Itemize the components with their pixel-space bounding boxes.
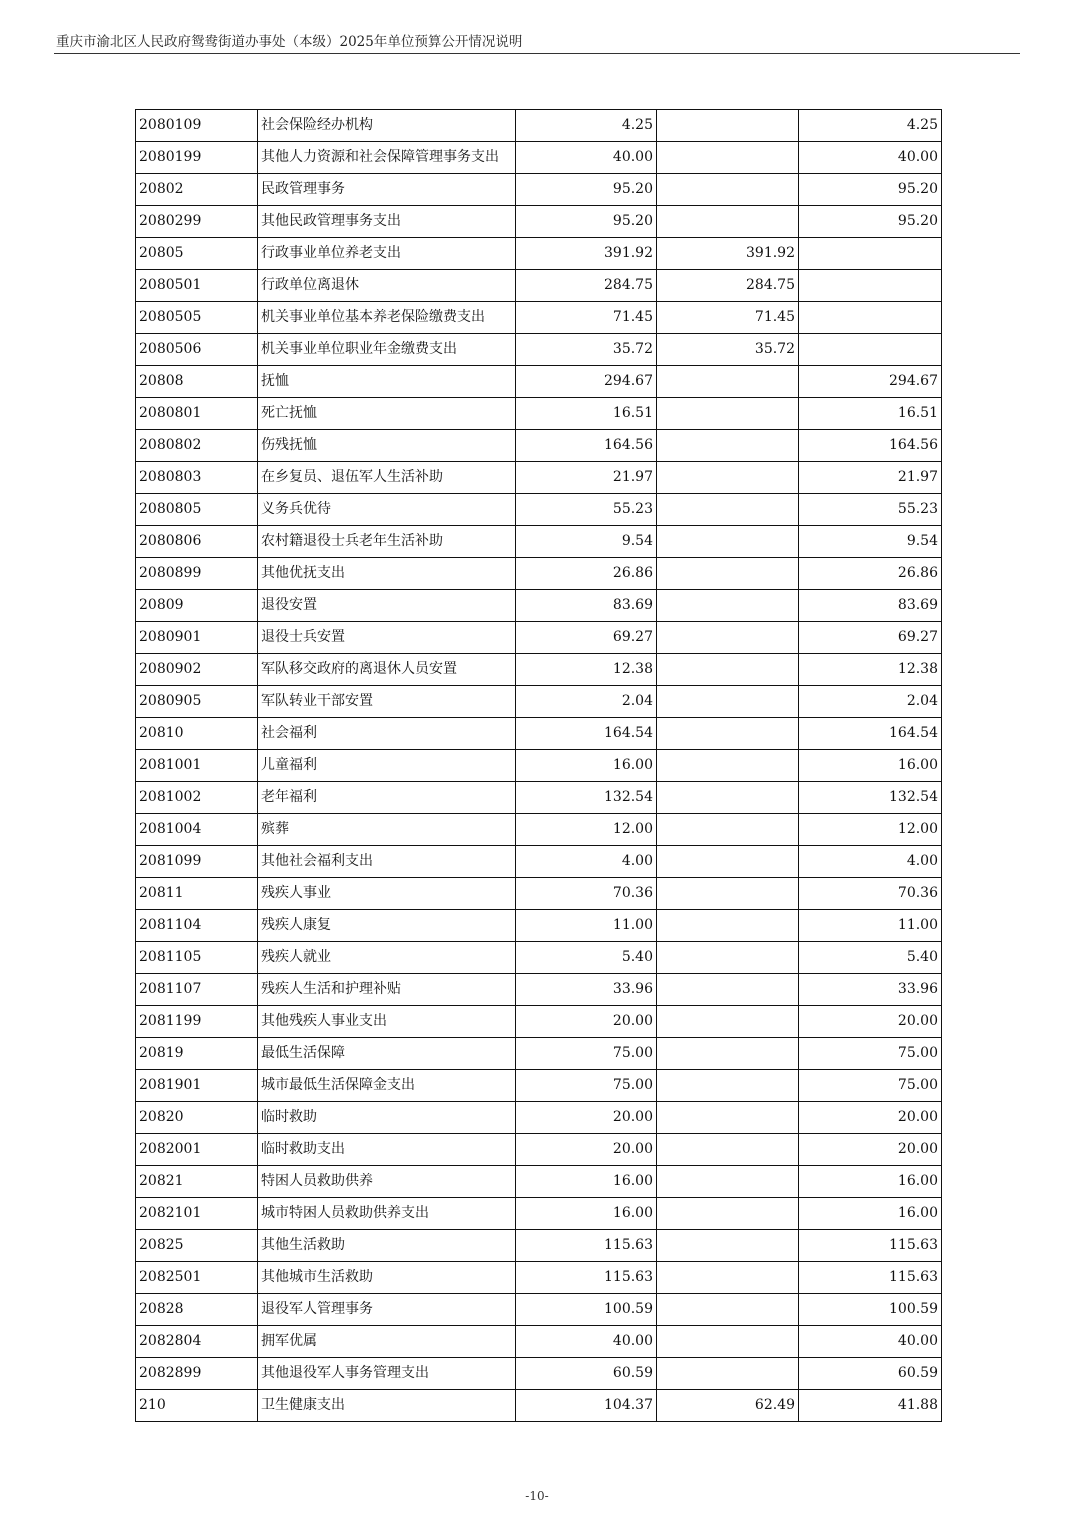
subject-name-cell: 其他城市生活救助 [258, 1262, 516, 1294]
total-amount-cell: 75.00 [516, 1070, 657, 1102]
total-amount-cell: 4.00 [516, 846, 657, 878]
project-expenditure-cell: 16.51 [799, 398, 942, 430]
table-row [136, 1166, 942, 1198]
table-row [136, 846, 942, 878]
total-amount-cell: 55.23 [516, 494, 657, 526]
table-row [136, 174, 942, 206]
total-amount-cell: 12.38 [516, 654, 657, 686]
subject-code-cell: 2081199 [136, 1006, 258, 1038]
subject-name-cell: 抚恤 [258, 366, 516, 398]
basic-expenditure-cell [657, 462, 799, 494]
table-row [136, 1006, 942, 1038]
basic-expenditure-cell [657, 1358, 799, 1390]
subject-name-cell: 义务兵优待 [258, 494, 516, 526]
subject-code-cell: 20820 [136, 1102, 258, 1134]
subject-code-cell: 2081099 [136, 846, 258, 878]
project-expenditure-cell: 83.69 [799, 590, 942, 622]
table-row [136, 718, 942, 750]
table-row [136, 1390, 942, 1422]
subject-code-cell: 2081104 [136, 910, 258, 942]
subject-name-cell: 其他残疾人事业支出 [258, 1006, 516, 1038]
basic-expenditure-cell: 62.49 [657, 1390, 799, 1422]
project-expenditure-cell: 16.00 [799, 1198, 942, 1230]
basic-expenditure-cell [657, 398, 799, 430]
subject-code-cell: 2080806 [136, 526, 258, 558]
table-row [136, 238, 942, 270]
subject-code-cell: 2080801 [136, 398, 258, 430]
basic-expenditure-cell [657, 622, 799, 654]
basic-expenditure-cell [657, 654, 799, 686]
subject-code-cell: 20809 [136, 590, 258, 622]
project-expenditure-cell: 95.20 [799, 174, 942, 206]
total-amount-cell: 16.00 [516, 1198, 657, 1230]
subject-code-cell: 2082001 [136, 1134, 258, 1166]
basic-expenditure-cell [657, 686, 799, 718]
total-amount-cell: 12.00 [516, 814, 657, 846]
subject-name-cell: 机关事业单位基本养老保险缴费支出 [258, 302, 516, 334]
basic-expenditure-cell: 71.45 [657, 302, 799, 334]
total-amount-cell: 20.00 [516, 1006, 657, 1038]
table-row [136, 590, 942, 622]
basic-expenditure-cell [657, 590, 799, 622]
table-row [136, 142, 942, 174]
basic-expenditure-cell [657, 1230, 799, 1262]
subject-name-cell: 拥军优属 [258, 1326, 516, 1358]
total-amount-cell: 4.25 [516, 110, 657, 142]
total-amount-cell: 69.27 [516, 622, 657, 654]
project-expenditure-cell: 21.97 [799, 462, 942, 494]
basic-expenditure-cell [657, 1102, 799, 1134]
page-header-title: 重庆市渝北区人民政府鸳鸯街道办事处（本级）2025年单位预算公开情况说明 [56, 34, 523, 50]
subject-name-cell: 农村籍退役士兵老年生活补助 [258, 526, 516, 558]
subject-code-cell: 2081105 [136, 942, 258, 974]
basic-expenditure-cell [657, 206, 799, 238]
subject-code-cell: 2081901 [136, 1070, 258, 1102]
basic-expenditure-cell [657, 1006, 799, 1038]
table-row [136, 974, 942, 1006]
project-expenditure-cell: 26.86 [799, 558, 942, 590]
subject-name-cell: 特困人员救助供养 [258, 1166, 516, 1198]
subject-code-cell: 2080802 [136, 430, 258, 462]
total-amount-cell: 71.45 [516, 302, 657, 334]
subject-name-cell: 在乡复员、退伍军人生活补助 [258, 462, 516, 494]
total-amount-cell: 75.00 [516, 1038, 657, 1070]
subject-code-cell: 2080899 [136, 558, 258, 590]
basic-expenditure-cell [657, 718, 799, 750]
table-row [136, 206, 942, 238]
basic-expenditure-cell: 284.75 [657, 270, 799, 302]
basic-expenditure-cell [657, 110, 799, 142]
subject-code-cell: 2080109 [136, 110, 258, 142]
total-amount-cell: 60.59 [516, 1358, 657, 1390]
total-amount-cell: 83.69 [516, 590, 657, 622]
project-expenditure-cell: 12.38 [799, 654, 942, 686]
total-amount-cell: 33.96 [516, 974, 657, 1006]
total-amount-cell: 95.20 [516, 174, 657, 206]
project-expenditure-cell: 9.54 [799, 526, 942, 558]
subject-name-cell: 退役士兵安置 [258, 622, 516, 654]
total-amount-cell: 21.97 [516, 462, 657, 494]
table-row [136, 878, 942, 910]
basic-expenditure-cell [657, 1166, 799, 1198]
subject-name-cell: 殡葬 [258, 814, 516, 846]
subject-name-cell: 行政事业单位养老支出 [258, 238, 516, 270]
subject-code-cell: 20808 [136, 366, 258, 398]
table-row [136, 622, 942, 654]
total-amount-cell: 9.54 [516, 526, 657, 558]
project-expenditure-cell: 164.54 [799, 718, 942, 750]
table-row [136, 782, 942, 814]
basic-expenditure-cell [657, 1262, 799, 1294]
table-row [136, 1134, 942, 1166]
total-amount-cell: 115.63 [516, 1262, 657, 1294]
subject-code-cell: 2080905 [136, 686, 258, 718]
table-row [136, 654, 942, 686]
project-expenditure-cell: 115.63 [799, 1230, 942, 1262]
subject-code-cell: 2081107 [136, 974, 258, 1006]
subject-name-cell: 退役安置 [258, 590, 516, 622]
total-amount-cell: 164.56 [516, 430, 657, 462]
total-amount-cell: 5.40 [516, 942, 657, 974]
table-row [136, 1230, 942, 1262]
subject-name-cell: 其他人力资源和社会保障管理事务支出 [258, 142, 516, 174]
subject-name-cell: 行政单位离退休 [258, 270, 516, 302]
total-amount-cell: 20.00 [516, 1102, 657, 1134]
project-expenditure-cell: 4.25 [799, 110, 942, 142]
subject-code-cell: 2081002 [136, 782, 258, 814]
project-expenditure-cell [799, 302, 942, 334]
table-row [136, 430, 942, 462]
basic-expenditure-cell [657, 846, 799, 878]
project-expenditure-cell: 70.36 [799, 878, 942, 910]
table-row [136, 1262, 942, 1294]
subject-code-cell: 2080803 [136, 462, 258, 494]
table-row [136, 526, 942, 558]
project-expenditure-cell [799, 238, 942, 270]
subject-name-cell: 其他社会福利支出 [258, 846, 516, 878]
table-row [136, 110, 942, 142]
subject-code-cell: 2080199 [136, 142, 258, 174]
budget-table [135, 109, 942, 1422]
project-expenditure-cell: 11.00 [799, 910, 942, 942]
basic-expenditure-cell [657, 526, 799, 558]
total-amount-cell: 284.75 [516, 270, 657, 302]
table-row [136, 1070, 942, 1102]
subject-name-cell: 退役军人管理事务 [258, 1294, 516, 1326]
subject-code-cell: 20802 [136, 174, 258, 206]
subject-code-cell: 2082501 [136, 1262, 258, 1294]
basic-expenditure-cell [657, 430, 799, 462]
subject-name-cell: 其他生活救助 [258, 1230, 516, 1262]
total-amount-cell: 294.67 [516, 366, 657, 398]
basic-expenditure-cell [657, 1198, 799, 1230]
subject-code-cell: 2080506 [136, 334, 258, 366]
total-amount-cell: 95.20 [516, 206, 657, 238]
table-row [136, 1198, 942, 1230]
basic-expenditure-cell [657, 942, 799, 974]
table-row [136, 814, 942, 846]
project-expenditure-cell: 164.56 [799, 430, 942, 462]
subject-name-cell: 城市特困人员救助供养支出 [258, 1198, 516, 1230]
project-expenditure-cell: 69.27 [799, 622, 942, 654]
subject-code-cell: 20821 [136, 1166, 258, 1198]
table-row [136, 942, 942, 974]
subject-code-cell: 2080501 [136, 270, 258, 302]
project-expenditure-cell: 75.00 [799, 1070, 942, 1102]
subject-name-cell: 临时救助支出 [258, 1134, 516, 1166]
project-expenditure-cell: 115.63 [799, 1262, 942, 1294]
basic-expenditure-cell [657, 750, 799, 782]
subject-code-cell: 20825 [136, 1230, 258, 1262]
total-amount-cell: 2.04 [516, 686, 657, 718]
basic-expenditure-cell [657, 558, 799, 590]
subject-code-cell: 2082804 [136, 1326, 258, 1358]
basic-expenditure-cell: 35.72 [657, 334, 799, 366]
project-expenditure-cell: 16.00 [799, 1166, 942, 1198]
subject-code-cell: 2080505 [136, 302, 258, 334]
subject-name-cell: 其他退役军人事务管理支出 [258, 1358, 516, 1390]
subject-name-cell: 城市最低生活保障金支出 [258, 1070, 516, 1102]
table-row [136, 1038, 942, 1070]
total-amount-cell: 132.54 [516, 782, 657, 814]
basic-expenditure-cell [657, 910, 799, 942]
table-row [136, 750, 942, 782]
project-expenditure-cell: 95.20 [799, 206, 942, 238]
subject-code-cell: 20819 [136, 1038, 258, 1070]
project-expenditure-cell: 60.59 [799, 1358, 942, 1390]
table-row [136, 1358, 942, 1390]
subject-name-cell: 军队转业干部安置 [258, 686, 516, 718]
table-row [136, 558, 942, 590]
total-amount-cell: 11.00 [516, 910, 657, 942]
total-amount-cell: 104.37 [516, 1390, 657, 1422]
total-amount-cell: 16.51 [516, 398, 657, 430]
subject-code-cell: 2081004 [136, 814, 258, 846]
basic-expenditure-cell [657, 1294, 799, 1326]
basic-expenditure-cell [657, 366, 799, 398]
basic-expenditure-cell [657, 974, 799, 1006]
subject-code-cell: 2082899 [136, 1358, 258, 1390]
subject-name-cell: 伤残抚恤 [258, 430, 516, 462]
basic-expenditure-cell [657, 878, 799, 910]
project-expenditure-cell: 20.00 [799, 1102, 942, 1134]
table-row [136, 910, 942, 942]
project-expenditure-cell: 40.00 [799, 142, 942, 174]
subject-code-cell: 20810 [136, 718, 258, 750]
table-row [136, 1326, 942, 1358]
subject-name-cell: 临时救助 [258, 1102, 516, 1134]
project-expenditure-cell: 75.00 [799, 1038, 942, 1070]
project-expenditure-cell: 20.00 [799, 1006, 942, 1038]
table-row [136, 686, 942, 718]
subject-name-cell: 卫生健康支出 [258, 1390, 516, 1422]
total-amount-cell: 26.86 [516, 558, 657, 590]
subject-name-cell: 其他民政管理事务支出 [258, 206, 516, 238]
subject-name-cell: 老年福利 [258, 782, 516, 814]
project-expenditure-cell: 33.96 [799, 974, 942, 1006]
total-amount-cell: 16.00 [516, 1166, 657, 1198]
subject-name-cell: 社会保险经办机构 [258, 110, 516, 142]
subject-name-cell: 社会福利 [258, 718, 516, 750]
subject-name-cell: 残疾人就业 [258, 942, 516, 974]
subject-code-cell: 2080901 [136, 622, 258, 654]
page-number: -10- [525, 1489, 549, 1503]
project-expenditure-cell: 16.00 [799, 750, 942, 782]
subject-name-cell: 残疾人事业 [258, 878, 516, 910]
total-amount-cell: 164.54 [516, 718, 657, 750]
table-row [136, 1294, 942, 1326]
total-amount-cell: 35.72 [516, 334, 657, 366]
basic-expenditure-cell [657, 174, 799, 206]
basic-expenditure-cell [657, 782, 799, 814]
table-row [136, 398, 942, 430]
subject-name-cell: 民政管理事务 [258, 174, 516, 206]
subject-code-cell: 2080805 [136, 494, 258, 526]
project-expenditure-cell: 2.04 [799, 686, 942, 718]
subject-code-cell: 2080299 [136, 206, 258, 238]
total-amount-cell: 115.63 [516, 1230, 657, 1262]
basic-expenditure-cell [657, 1070, 799, 1102]
table-row [136, 366, 942, 398]
project-expenditure-cell: 55.23 [799, 494, 942, 526]
subject-name-cell: 残疾人康复 [258, 910, 516, 942]
subject-code-cell: 20828 [136, 1294, 258, 1326]
total-amount-cell: 70.36 [516, 878, 657, 910]
project-expenditure-cell: 132.54 [799, 782, 942, 814]
subject-name-cell: 最低生活保障 [258, 1038, 516, 1070]
project-expenditure-cell [799, 270, 942, 302]
basic-expenditure-cell [657, 142, 799, 174]
total-amount-cell: 40.00 [516, 1326, 657, 1358]
basic-expenditure-cell: 391.92 [657, 238, 799, 270]
subject-code-cell: 20805 [136, 238, 258, 270]
project-expenditure-cell [799, 334, 942, 366]
table-row [136, 334, 942, 366]
project-expenditure-cell: 41.88 [799, 1390, 942, 1422]
subject-code-cell: 2081001 [136, 750, 258, 782]
project-expenditure-cell: 12.00 [799, 814, 942, 846]
subject-code-cell: 2082101 [136, 1198, 258, 1230]
project-expenditure-cell: 4.00 [799, 846, 942, 878]
project-expenditure-cell: 294.67 [799, 366, 942, 398]
subject-name-cell: 军队移交政府的离退休人员安置 [258, 654, 516, 686]
subject-name-cell: 其他优抚支出 [258, 558, 516, 590]
subject-code-cell: 20811 [136, 878, 258, 910]
basic-expenditure-cell [657, 1326, 799, 1358]
subject-name-cell: 儿童福利 [258, 750, 516, 782]
subject-name-cell: 死亡抚恤 [258, 398, 516, 430]
subject-name-cell: 残疾人生活和护理补贴 [258, 974, 516, 1006]
header-divider [54, 53, 1020, 54]
total-amount-cell: 16.00 [516, 750, 657, 782]
total-amount-cell: 391.92 [516, 238, 657, 270]
project-expenditure-cell: 100.59 [799, 1294, 942, 1326]
basic-expenditure-cell [657, 1038, 799, 1070]
total-amount-cell: 40.00 [516, 142, 657, 174]
project-expenditure-cell: 40.00 [799, 1326, 942, 1358]
subject-code-cell: 2080902 [136, 654, 258, 686]
table-row [136, 494, 942, 526]
basic-expenditure-cell [657, 814, 799, 846]
table-row [136, 1102, 942, 1134]
project-expenditure-cell: 5.40 [799, 942, 942, 974]
basic-expenditure-cell [657, 494, 799, 526]
table-row [136, 302, 942, 334]
total-amount-cell: 20.00 [516, 1134, 657, 1166]
total-amount-cell: 100.59 [516, 1294, 657, 1326]
basic-expenditure-cell [657, 1134, 799, 1166]
table-row [136, 462, 942, 494]
table-row [136, 270, 942, 302]
project-expenditure-cell: 20.00 [799, 1134, 942, 1166]
subject-name-cell: 机关事业单位职业年金缴费支出 [258, 334, 516, 366]
subject-code-cell: 210 [136, 1390, 258, 1422]
